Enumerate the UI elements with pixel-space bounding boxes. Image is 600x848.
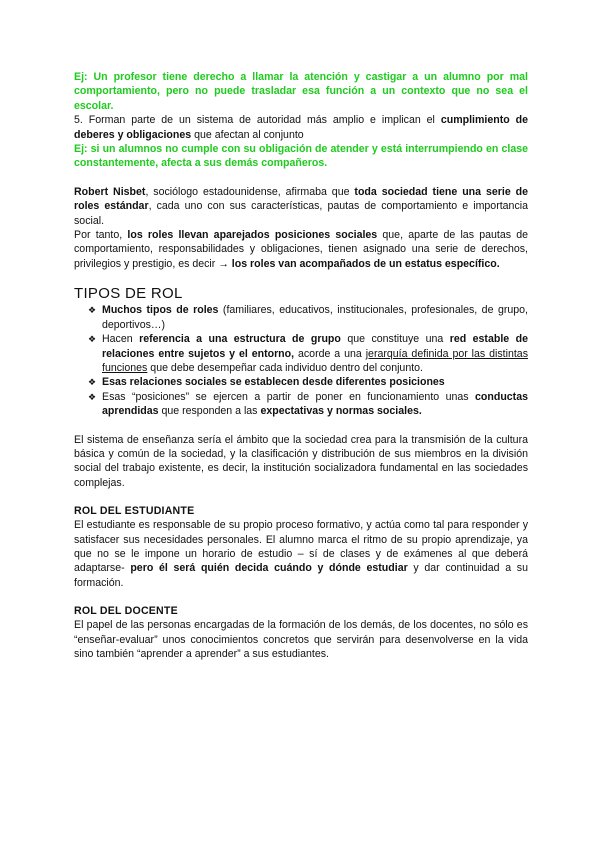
diamond-bullet-icon: ❖: [88, 334, 97, 345]
rol-docente-heading: ROL DEL DOCENTE: [74, 605, 178, 618]
por-tanto-paragraph: [74, 228, 528, 271]
b2-bold-2: red estable de relaciones entre sujetos y el entorno,: [102, 333, 528, 360]
point-5-pre: 5. Forman parte de un sistema de autoridad más amplio e implican el: [74, 114, 441, 127]
b4-bold-2: expectativas y normas sociales.: [260, 405, 422, 418]
diamond-bullet-icon: ❖: [88, 377, 97, 388]
sistema-paragraph: El sistema de enseñanza sería el ámbito que la sociedad crea para la transmisión de la cultura básica y común de la sociedad, y la clasificación y distribución de sus miembros en la división social del trabajo existente, es decir, la institución socializadora fundamental en las sociedades complejas.: [74, 433, 528, 489]
b2-underlined: jerarquía definida por las distintas funciones: [102, 347, 528, 374]
b2-bold-1: referencia a una estructura de grupo: [139, 333, 341, 346]
list-item: [88, 390, 528, 419]
b2-mid: que constituye una: [340, 333, 450, 346]
nisbet-mid: , sociólogo estadounidense, afirmaba que: [145, 185, 355, 198]
list-item: [88, 332, 528, 375]
b2-post: que debe desempeñar cada individuo dentro del conjunto.: [147, 361, 423, 374]
por-tanto-bold-2: los roles van acompañados de un estatus específico.: [231, 257, 500, 270]
rol-docente-paragraph: El papel de las personas encargadas de la formación de los demás, de los docentes, no sólo es “enseñar-evaluar” unos conocimientos concretos que servirán para desenvolverse en la vida sino también “aprender a aprender” a sus estudiantes.: [74, 619, 528, 660]
nisbet-post: , cada uno con sus características, pautas de comportamiento e importancia social.: [74, 200, 528, 227]
document-page: [74, 70, 528, 661]
diamond-bullet-icon: ❖: [88, 391, 97, 402]
tipos-de-rol-list: [74, 303, 528, 418]
example-2: Ej: si un alumnos no cumple con su obligación de atender y está interrumpiendo en clase constantemente, afecta a sus demás compañeros.: [74, 143, 528, 170]
por-tanto-mid: que, aparte de las pautas de comportamiento, responsabilidades y obligaciones, tienen asignado una serie de derechos, privilegios y prestigio, es decir →: [74, 229, 528, 270]
list-item: [88, 303, 528, 332]
example-1: Ej: Un profesor tiene derecho a llamar la atención y castigar a un alumno por mal comportamiento, pero no puede trasladar esa función a un contexto que no sea el escolar.: [74, 71, 528, 112]
rol-estudiante-post: y dar continuidad a su formación.: [74, 562, 528, 589]
rol-estudiante-bold: pero él será quién decida cuándo y dónde estudiar: [130, 562, 408, 575]
point-5-post: que afectan al conjunto: [191, 128, 304, 141]
nisbet-bold: toda sociedad tiene una serie de roles estándar: [74, 185, 528, 213]
b4-mid: que responden a las: [158, 405, 261, 418]
rol-estudiante-pre: El estudiante es responsable de su propio proceso formativo, y actúa como tal para responder y satisfacer sus necesidades personales. El alumno marca el ritmo de su propio aprendizaje, ya que no se le impone un horario de estudio – sí de clases y de exámenes al que deberá adaptarse-: [74, 519, 528, 575]
por-tanto-bold-1: los roles llevan aparejados posiciones sociales: [127, 229, 378, 242]
b2-pre: Hacen: [102, 333, 140, 346]
list-item: [88, 375, 528, 389]
tipos-de-rol-heading: TIPOS DE ROL: [74, 285, 183, 303]
nisbet-name: Robert Nisbet: [74, 185, 146, 198]
point-5-bold: cumplimiento de deberes y obligaciones: [74, 114, 529, 141]
b1-rest: (familiares, educativos, institucionales, profesionales, de grupo, deportivos…): [102, 304, 528, 331]
b4-pre: Esas “posiciones” se ejercen a partir de poner en funcionamiento unas: [102, 390, 476, 403]
b4-bold-1: conductas aprendidas: [102, 390, 528, 418]
b3-bold: Esas relaciones sociales se establecen desde diferentes posiciones: [102, 376, 445, 389]
rol-estudiante-heading: ROL DEL ESTUDIANTE: [74, 505, 195, 518]
nisbet-paragraph: [74, 185, 528, 228]
point-5: [74, 113, 528, 142]
diamond-bullet-icon: ❖: [88, 305, 97, 316]
rol-estudiante-paragraph: [74, 518, 528, 590]
b1-bold: Muchos tipos de roles: [102, 304, 219, 317]
por-tanto-pre: Por tanto,: [74, 229, 128, 242]
b2-mid-2: acorde a una: [294, 347, 366, 360]
